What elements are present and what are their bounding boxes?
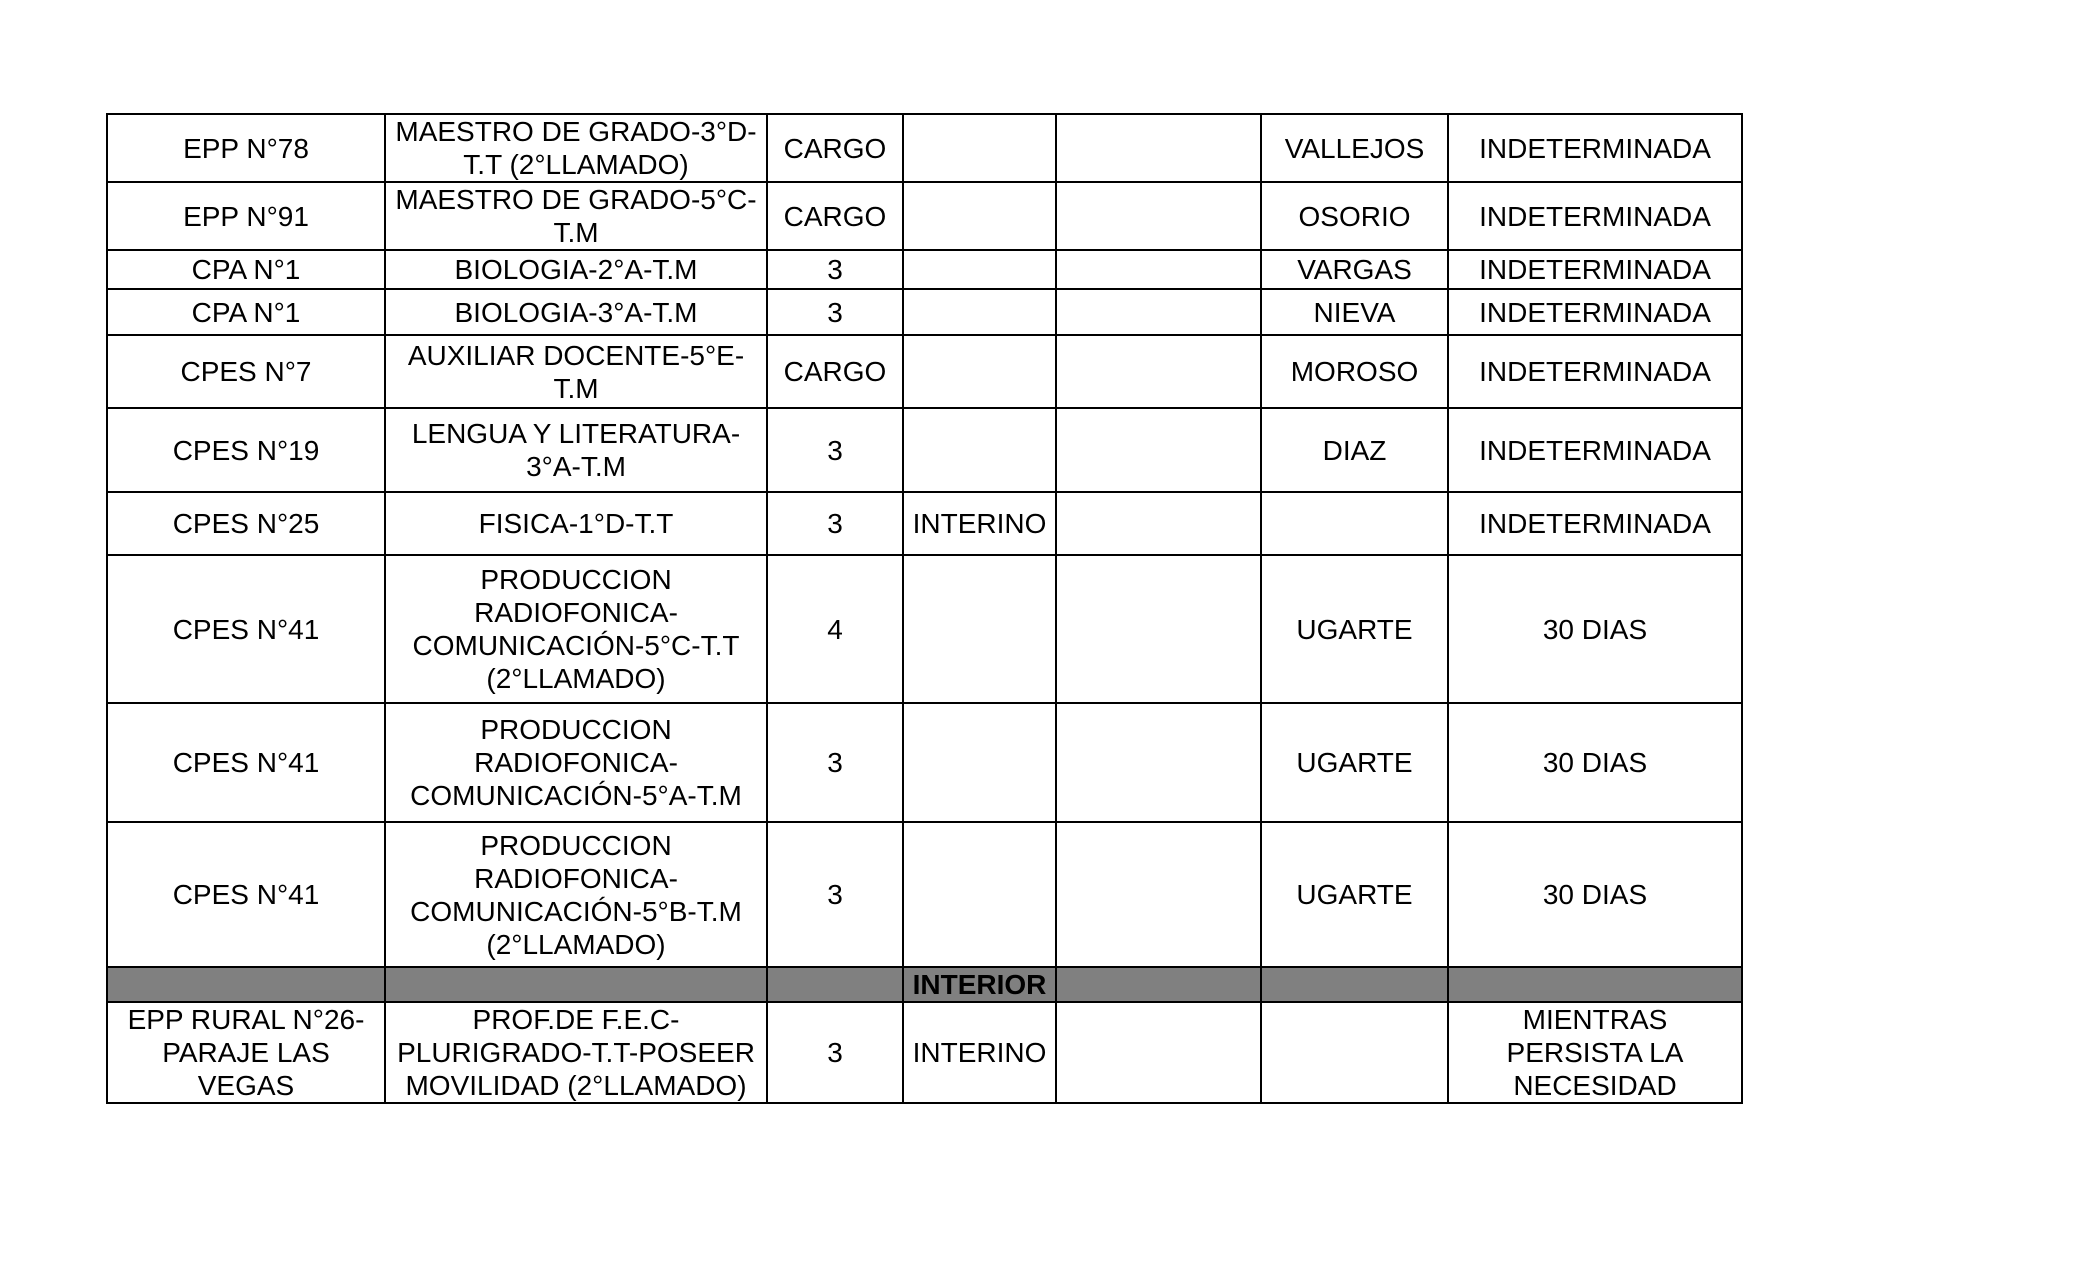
section-label: INTERIOR: [903, 967, 1056, 1002]
cell-hours: CARGO: [767, 182, 903, 250]
cell-extra: [1056, 1002, 1261, 1103]
table-row: [107, 408, 1742, 492]
section-cell: [1448, 967, 1742, 1002]
cell-name: MOROSO: [1261, 335, 1448, 408]
cell-duration: INDETERMINADA: [1448, 250, 1742, 289]
cell-hours: CARGO: [767, 335, 903, 408]
cell-extra: [1056, 182, 1261, 250]
cell-name: DIAZ: [1261, 408, 1448, 492]
cell-status: [903, 335, 1056, 408]
cell-duration: INDETERMINADA: [1448, 408, 1742, 492]
section-cell: [767, 967, 903, 1002]
cell-name: VALLEJOS: [1261, 114, 1448, 182]
cell-status: [903, 182, 1056, 250]
cell-hours: 3: [767, 822, 903, 967]
table-row: [107, 492, 1742, 555]
cell-extra: [1056, 492, 1261, 555]
cell-subject: BIOLOGIA-3°A-T.M: [385, 289, 767, 335]
cell-name: UGARTE: [1261, 822, 1448, 967]
cell-name: OSORIO: [1261, 182, 1448, 250]
cell-subject: MAESTRO DE GRADO-5°C-T.M: [385, 182, 767, 250]
cell-school: CPES N°19: [107, 408, 385, 492]
cell-hours: 3: [767, 289, 903, 335]
cell-school: CPES N°41: [107, 703, 385, 822]
section-cell: [385, 967, 767, 1002]
table-row: [107, 555, 1742, 703]
cell-duration: MIENTRAS PERSISTA LA NECESIDAD: [1448, 1002, 1742, 1103]
section-cell: [1056, 967, 1261, 1002]
table-row: [107, 822, 1742, 967]
cell-subject: PRODUCCION RADIOFONICA-COMUNICACIÓN-5°C-T.T (2°LLAMADO): [385, 555, 767, 703]
cell-hours: 3: [767, 1002, 903, 1103]
section-row: [107, 967, 1742, 1002]
table-row: [107, 250, 1742, 289]
cell-subject: LENGUA Y LITERATURA-3°A-T.M: [385, 408, 767, 492]
cell-name: UGARTE: [1261, 703, 1448, 822]
table-row: [107, 335, 1742, 408]
cell-hours: 4: [767, 555, 903, 703]
cell-extra: [1056, 335, 1261, 408]
cell-subject: FISICA-1°D-T.T: [385, 492, 767, 555]
cell-school: EPP N°78: [107, 114, 385, 182]
cell-hours: 3: [767, 703, 903, 822]
section-cell: [1261, 967, 1448, 1002]
table-row: [107, 1002, 1742, 1103]
cell-duration: INDETERMINADA: [1448, 492, 1742, 555]
cell-duration: 30 DIAS: [1448, 822, 1742, 967]
cell-extra: [1056, 250, 1261, 289]
cell-status: [903, 703, 1056, 822]
cell-extra: [1056, 408, 1261, 492]
cell-school: EPP RURAL N°26-PARAJE LAS VEGAS: [107, 1002, 385, 1103]
cell-hours: CARGO: [767, 114, 903, 182]
cell-duration: INDETERMINADA: [1448, 289, 1742, 335]
cell-status: [903, 408, 1056, 492]
cell-subject: PRODUCCION RADIOFONICA-COMUNICACIÓN-5°A-T.M: [385, 703, 767, 822]
cell-duration: 30 DIAS: [1448, 703, 1742, 822]
cell-subject: PROF.DE F.E.C-PLURIGRADO-T.T-POSEER MOVILIDAD (2°LLAMADO): [385, 1002, 767, 1103]
cell-name: [1261, 492, 1448, 555]
cell-duration: INDETERMINADA: [1448, 114, 1742, 182]
cell-extra: [1056, 703, 1261, 822]
cell-duration: INDETERMINADA: [1448, 335, 1742, 408]
cell-status: [903, 555, 1056, 703]
cell-status: [903, 289, 1056, 335]
cell-status: [903, 250, 1056, 289]
table-row: [107, 289, 1742, 335]
cell-name: VARGAS: [1261, 250, 1448, 289]
cell-name: UGARTE: [1261, 555, 1448, 703]
cell-hours: 3: [767, 250, 903, 289]
cell-extra: [1056, 822, 1261, 967]
table-row: [107, 182, 1742, 250]
cell-subject: BIOLOGIA-2°A-T.M: [385, 250, 767, 289]
cell-name: [1261, 1002, 1448, 1103]
table-row: [107, 703, 1742, 822]
cell-duration: 30 DIAS: [1448, 555, 1742, 703]
cell-hours: 3: [767, 492, 903, 555]
cell-extra: [1056, 555, 1261, 703]
cell-extra: [1056, 289, 1261, 335]
vacancy-table: [106, 113, 1743, 1104]
cell-status: INTERINO: [903, 492, 1056, 555]
cell-school: CPES N°7: [107, 335, 385, 408]
cell-status: [903, 822, 1056, 967]
cell-subject: PRODUCCION RADIOFONICA-COMUNICACIÓN-5°B-T.M (2°LLAMADO): [385, 822, 767, 967]
table-body: [107, 114, 1742, 1103]
cell-status: INTERINO: [903, 1002, 1056, 1103]
cell-school: CPES N°41: [107, 555, 385, 703]
cell-subject: MAESTRO DE GRADO-3°D-T.T (2°LLAMADO): [385, 114, 767, 182]
cell-status: [903, 114, 1056, 182]
cell-school: CPES N°25: [107, 492, 385, 555]
cell-name: NIEVA: [1261, 289, 1448, 335]
cell-hours: 3: [767, 408, 903, 492]
cell-school: CPA N°1: [107, 289, 385, 335]
cell-duration: INDETERMINADA: [1448, 182, 1742, 250]
cell-school: EPP N°91: [107, 182, 385, 250]
section-cell: [107, 967, 385, 1002]
table-row: [107, 114, 1742, 182]
cell-subject: AUXILIAR DOCENTE-5°E-T.M: [385, 335, 767, 408]
cell-extra: [1056, 114, 1261, 182]
cell-school: CPA N°1: [107, 250, 385, 289]
cell-school: CPES N°41: [107, 822, 385, 967]
